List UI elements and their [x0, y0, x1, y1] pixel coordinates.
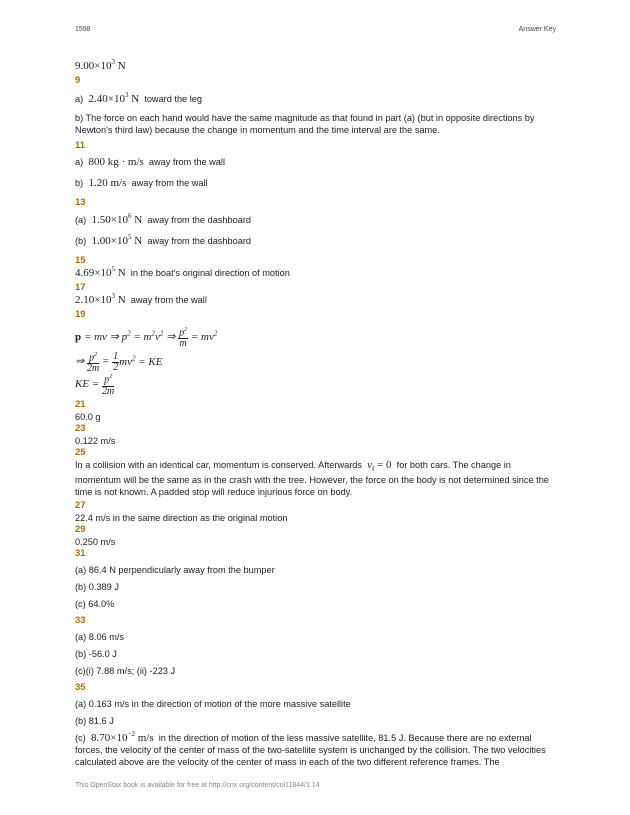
answer-35c: (c) $8.70\times 10^{-2}$ m/s in the direction of motion of the less massive satellite, 81.5 J. Because there are no external forces, the velocity of the center of mass of the two-satellite system is unchanged by the collision. The two velocities calculated above are the velocity of the center of mass in each of the two different reference frames. The — [75, 730, 546, 767]
question-number-11: 11 — [75, 140, 86, 151]
answer-11a: a) 800 kg · m/s away from the wall — [75, 156, 225, 168]
answer-23: 0.122 m/s — [75, 436, 116, 446]
question-number-17: 17 — [75, 282, 86, 293]
answer-35b: (b) 81.6 J — [75, 716, 114, 726]
question-number-23: 23 — [75, 423, 86, 434]
footer-note: This OpenStax book is available for free at http://cnx.org/content/col11844/1.14 — [75, 782, 320, 789]
question-number-21: 21 — [75, 399, 86, 410]
running-header: Answer Key — [518, 26, 556, 33]
fraction-ke: $\frac{p^2}{2m}$ — [101, 374, 115, 397]
equation-line-3: KE = $\frac{p^2}{2m}$ — [75, 374, 115, 397]
answer-25-line1: In a collision with an identical car, momentum is conserved. Afterwards $v_f = 0$ for both cars. The change in — [75, 459, 511, 474]
question-number-9: 9 — [75, 75, 81, 86]
question-number-35: 35 — [75, 682, 86, 693]
answer-35a: (a) 0.163 m/s in the direction of motion of the more massive satellite — [75, 699, 351, 709]
question-number-13: 13 — [75, 197, 86, 208]
answer-7-value: $9.00\times 10^3$ N — [75, 58, 126, 72]
answer-31c: (c) 64.0% — [75, 599, 115, 609]
answer-31a: (a) 86.4 N perpendicularly away from the bumper — [75, 565, 275, 575]
answer-27: 22.4 m/s in the same direction as the original motion — [75, 513, 288, 523]
answer-9a: a) $2.40\times 10^3$ N toward the leg — [75, 91, 202, 105]
fraction-p2-over-2m: $\frac{p^2}{2m}$ — [86, 352, 100, 375]
answer-33a: (a) 8.06 m/s — [75, 632, 125, 642]
fraction-one-half: $\frac{1}{2}$ — [113, 350, 119, 373]
answer-33c: (c)(i) 7.88 m/s; (ii) -223 J — [75, 666, 176, 676]
answer-15: $4.69\times 10^5$ N in the boat's original direction of motion — [75, 265, 290, 279]
answer-25-rest: momentum will be the same as in the crash with the tree. However, the force on the body is not determined since the time is not known. A padded stop will reduce injurious force on body. — [75, 475, 549, 497]
answer-13b: (b) $1.00\times 10^5$ N away from the dashboard — [75, 233, 252, 247]
answer-content — [75, 60, 555, 768]
equation-line-2: ⇒ $\frac{p^2}{2m}$ = $\frac{1}{2}$ $mv^2$ = KE — [75, 350, 163, 375]
answer-31b: (b) 0.389 J — [75, 582, 119, 592]
page-number: 1598 — [75, 26, 91, 33]
answer-13a: (a) $1.50\times 10^6$ N away from the dashboard — [75, 212, 252, 226]
answer-21: 60.0 g — [75, 412, 101, 422]
answer-9b: b) The force on each hand would have the same magnitude as that found in part (a) (but in opposite directions by Newton's third law) because the change in momentum and the time interval are the same. — [75, 113, 535, 135]
question-number-31: 31 — [75, 548, 86, 559]
question-number-29: 29 — [75, 524, 86, 535]
answer-29: 0.250 m/s — [75, 537, 116, 547]
question-number-27: 27 — [75, 500, 86, 511]
answer-17: $2.10\times 10^3$ N away from the wall — [75, 292, 207, 306]
question-number-15: 15 — [75, 255, 86, 266]
question-number-25: 25 — [75, 447, 86, 458]
question-number-19: 19 — [75, 309, 86, 320]
fraction-p2-over-m: $\frac{p^2}{m}$ — [179, 327, 188, 350]
equation-line-1: p = mv ⇒ $p^2 = m^2v^2$ ⇒ $\frac{p^2}{m}$ = $mv^2$ — [75, 327, 218, 350]
answer-33b: (b) -56.0 J — [75, 649, 117, 659]
answer-11b: b) 1.20 m/s away from the wall — [75, 177, 208, 189]
question-number-33: 33 — [75, 615, 86, 626]
